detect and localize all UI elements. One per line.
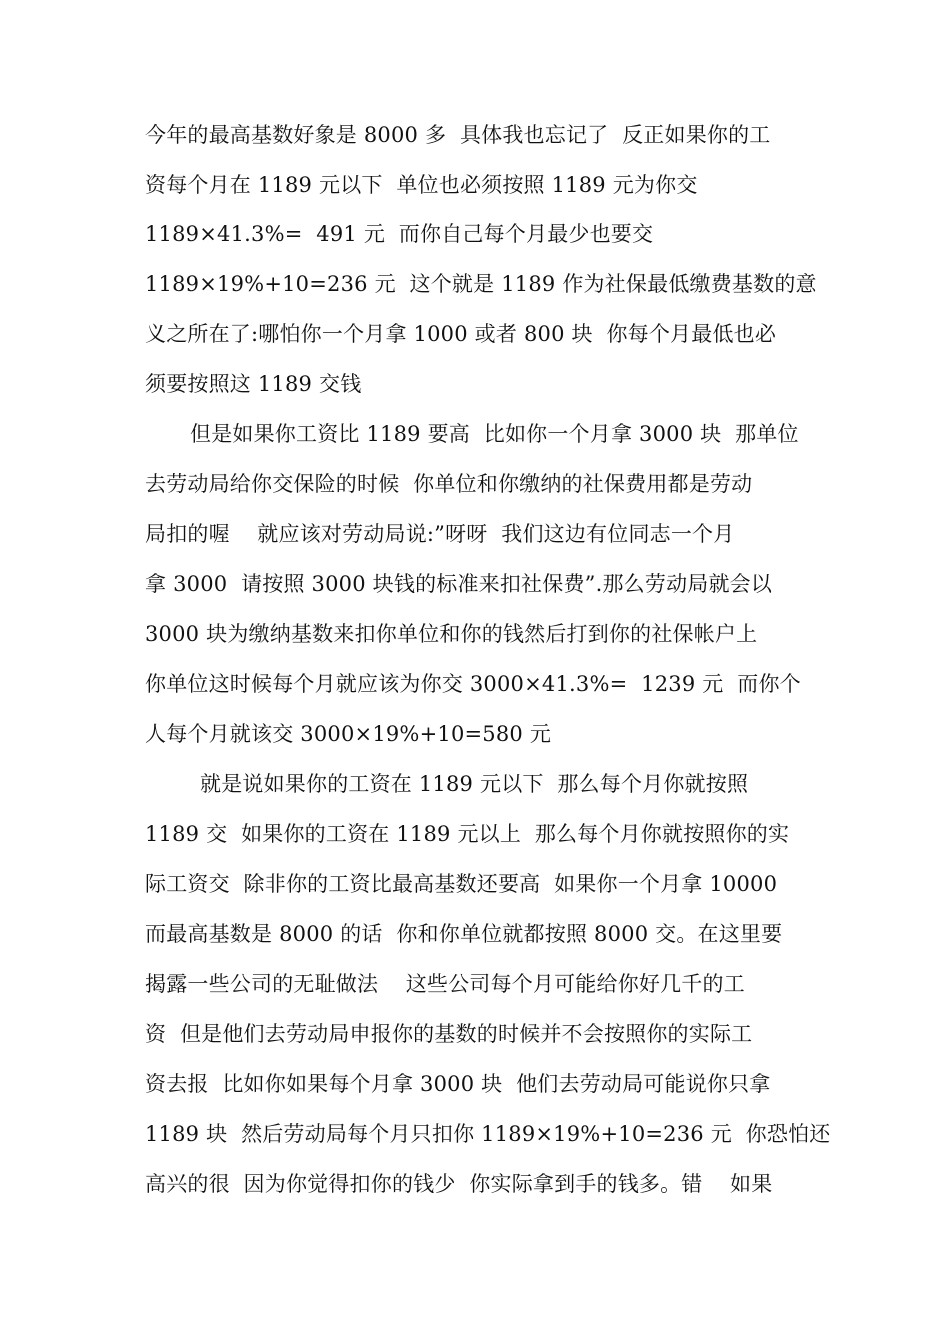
text-line: 拿 3000 请按照 3000 块钱的标准来扣社保费”.那么劳动局就会以 [145,572,773,596]
text-line: 资每个月在 1189 元以下 单位也必须按照 1189 元为你交 [145,173,698,197]
text-line: 高兴的很 因为你觉得扣你的钱少 你实际拿到手的钱多。错 如果 [145,1172,773,1196]
text-line: 1189×41.3%= 491 元 而你自己每个月最少也要交 [145,222,654,246]
text-line: 须要按照这 1189 交钱 [145,372,362,396]
text-line-indented: 但是如果你工资比 1189 要高 比如你一个月拿 3000 块 那单位 [190,422,799,446]
text-line-indented: 就是说如果你的工资在 1189 元以下 那么每个月你就按照 [200,772,749,796]
text-line: 今年的最高基数好象是 8000 多 具体我也忘记了 反正如果你的工 [145,123,771,147]
text-line: 去劳动局给你交保险的时候 你单位和你缴纳的社保费用都是劳动 [145,472,753,496]
text-line: 局扣的喔 就应该对劳动局说:”呀呀 我们这边有位同志一个月 [145,522,735,546]
text-line: 际工资交 除非你的工资比最高基数还要高 如果你一个月拿 10000 [145,872,778,896]
text-line: 资去报 比如你如果每个月拿 3000 块 他们去劳动局可能说你只拿 [145,1072,771,1096]
text-line: 而最高基数是 8000 的话 你和你单位就都按照 8000 交。在这里要 [145,922,783,946]
text-line: 1189×19%+10=236 元 这个就是 1189 作为社保最低缴费基数的意 [145,272,817,296]
text-line: 资 但是他们去劳动局申报你的基数的时候并不会按照你的实际工 [145,1022,753,1046]
text-line: 1189 交 如果你的工资在 1189 元以上 那么每个月你就按照你的实 [145,822,790,846]
text-line: 义之所在了:哪怕你一个月拿 1000 或者 800 块 你每个月最低也必 [145,322,777,346]
text-line: 人每个月就该交 3000×19%+10=580 元 [145,722,552,746]
text-line: 揭露一些公司的无耻做法 这些公司每个月可能给你好几千的工 [145,972,745,996]
text-line: 3000 块为缴纳基数来扣你单位和你的钱然后打到你的社保帐户上 [145,622,758,646]
text-line: 1189 块 然后劳动局每个月只扣你 1189×19%+10=236 元 你恐怕还 [145,1122,831,1146]
text-line: 你单位这时候每个月就应该为你交 3000×41.3%= 1239 元 而你个 [145,672,801,696]
